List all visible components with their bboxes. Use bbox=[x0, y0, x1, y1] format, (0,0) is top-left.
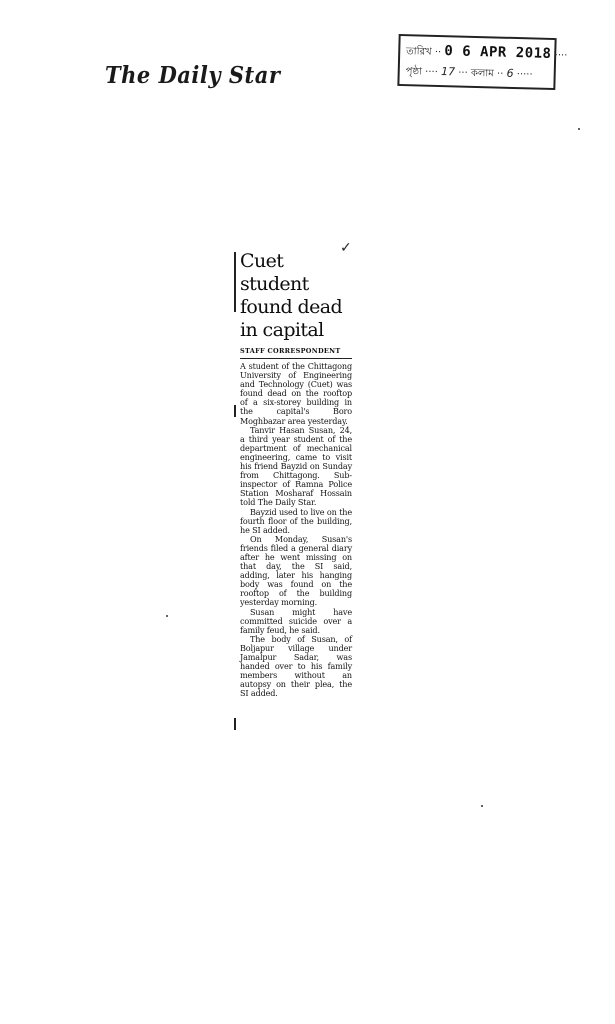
article-paragraph: On Monday, Susan's friends filed a general diary after he went missing on that day, the SI said, adding, later his hanging body was found on the rooftop of the building yesterday morning. bbox=[240, 533, 352, 608]
stamp-column-label: কলাম bbox=[470, 67, 494, 80]
article-paragraph: A student of the Chittagong University of Engineering and Technology (Cuet) was found dead on the rooftop of a six-storey building in the capital's Boro Moghbazar area yesterday. bbox=[240, 361, 352, 426]
clipping-edge-mark bbox=[234, 252, 236, 312]
stamp-page-label: পৃষ্ঠা bbox=[405, 66, 423, 78]
scan-speck bbox=[578, 128, 580, 130]
clipping-edge-mark bbox=[234, 718, 236, 730]
stamp-page-row: পৃষ্ঠা ···· 17 ··· কলাম ·· 6 ····· bbox=[405, 65, 533, 81]
clipping-edge-mark bbox=[234, 405, 236, 417]
article-paragraph: Bayzid used to live on the fourth floor of the building, he SI added. bbox=[240, 506, 352, 535]
headline-line: in capital bbox=[240, 319, 324, 341]
headline-line: Cuet student bbox=[240, 250, 309, 295]
scan-speck bbox=[166, 615, 168, 617]
stamp-column-value: 6 bbox=[506, 66, 514, 80]
newspaper-masthead: The Daily Star bbox=[105, 60, 281, 89]
margin-check-mark: ✓ bbox=[340, 240, 352, 256]
stamp-date-value: 0 6 APR 2018 bbox=[444, 43, 552, 62]
article-paragraph: Susan might have committed suicide over a family feud, he said. bbox=[240, 606, 352, 635]
article-headline bbox=[240, 250, 352, 342]
article-paragraph: Tanvir Hasan Susan, 24, a third year student of the department of mechanical engineering, came to visit his friend Bayzid on Sunday from Chittagong. Sub-inspector of Ramna Police Station Mosharaf Hossain told The Daily Star. bbox=[240, 424, 352, 508]
stamp-date-row: তারিখ ·· 0 6 APR 2018 ···· bbox=[406, 43, 568, 62]
headline-line: found dead bbox=[240, 296, 343, 318]
news-article bbox=[240, 250, 352, 698]
date-stamp bbox=[397, 34, 568, 90]
stamp-date-label: তারিখ bbox=[406, 46, 432, 58]
article-body bbox=[240, 362, 352, 698]
article-paragraph: The body of Susan, of Boljapur village under Jamalpur Sadar, was handed over to his family members without an autopsy on their plea, the SI added. bbox=[240, 633, 352, 699]
stamp-page-value: 17 bbox=[440, 65, 456, 79]
article-byline: STAFF CORRESPONDENT bbox=[240, 347, 352, 359]
scan-speck bbox=[481, 805, 483, 807]
